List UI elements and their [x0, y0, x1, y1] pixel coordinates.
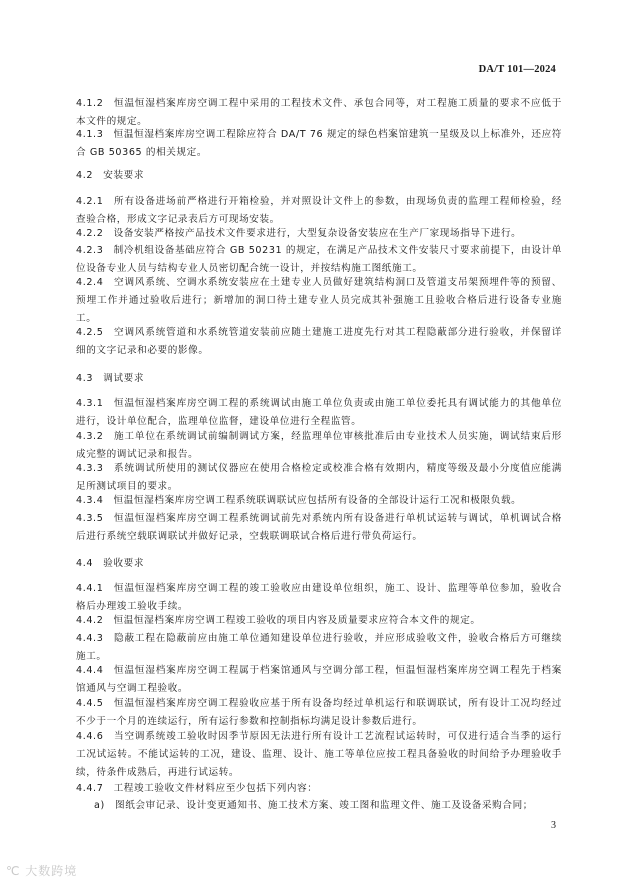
clause-4-3-1: 4.3.1 恒温恒湿档案库房空调工程的系统调试由施工单位负责或由施工单位委托具有调试能力的其他单位进行，设计单位配合，监理单位监督，建设单位进行全程监管。 — [76, 398, 562, 427]
clause-4-3-3: 4.3.3 系统调试所使用的测试仪器应在使用合格检定或校准合格有效期内，精度等级及最小分度值应能满足所测试项目的要求。 — [76, 463, 562, 492]
clause-4-4-6: 4.4.6 当空调系统竣工验收时因季节原因无法进行所有设计工艺流程试运转时，可仅进行适合当季的运行工况试运转。不能试运转的工况，建设、监理、设计、施工等单位应按工程具备验收的时间给予办理验收手续，待条件成熟后，再进行试运转。 — [76, 731, 562, 778]
clause-4-3-4: 4.3.4 恒温恒湿档案库房空调工程系统联调联试应包括所有设备的全部设计运行工况和极限负载。 — [76, 495, 522, 506]
clause-4-4-3: 4.4.3 隐蔽工程在隐蔽前应由施工单位通知建设单位进行验收，并应形成验收文件，验收合格后方可继续施工。 — [76, 633, 562, 662]
clause-4-1-3: 4.1.3 恒温恒湿档案库房空调工程除应符合 DA/T 76 规定的绿色档案馆建筑一星级及以上标准外，还应符合 GB 50365 的相关规定。 — [76, 129, 562, 158]
clause-4-2-3: 4.2.3 制冷机组设备基础应符合 GB 50231 的规定，在满足产品技术文件安装尺寸要求前提下，由设计单位设备专业人员与结构专业人员密切配合统一设计，并按结构施工图纸施工。 — [76, 245, 562, 274]
section-heading-4-3: 4.3 调试要求 — [76, 373, 145, 384]
clause-4-2-1: 4.2.1 所有设备进场前严格进行开箱检验，并对照设计文件上的参数，由现场负责的监理工程师检验，经查验合格，形成文字记录表后方可现场安装。 — [76, 196, 562, 225]
clause-4-3-5: 4.3.5 恒温恒湿档案库房空调工程系统调试前先对系统内所有设备进行单机试运转与调试，单机调试合格后进行系统空载联调联试并做好记录，空载联调联试合格后进行带负荷运行。 — [76, 513, 562, 542]
watermark-text: 大数跨境 — [25, 864, 78, 878]
clause-4-3-2: 4.3.2 施工单位在系统调试前编制调试方案，经监理单位审核批准后由专业技术人员实施，调试结束后形成完整的调试记录和报告。 — [76, 431, 562, 460]
clause-4-4-5: 4.4.5 恒温恒湿档案库房空调工程验收应基于所有设备均经过单机运行和联调联试，所有设计工况均经过不少于一个月的连续运行，所有运行参数和控制指标均满足设计参数后进行。 — [76, 698, 562, 727]
clause-4-2-5: 4.2.5 空调风系统管道和水系统管道安装前应随土建施工进度先行对其工程隐蔽部分进行验收，并保留详细的文字记录和必要的影像。 — [76, 327, 562, 356]
clause-4-2-2: 4.2.2 设备安装严格按产品技术文件要求进行，大型复杂设备安装应在生产厂家现场指导下进行。 — [76, 228, 522, 239]
watermark — [6, 862, 77, 879]
list-item-a: a) 图纸会审记录、设计变更通知书、施工技术方案、竣工图和监理文件、施工及设备采购合同； — [94, 800, 533, 811]
section-heading-4-4: 4.4 验收要求 — [76, 558, 145, 569]
clause-4-1-2: 4.1.2 恒温恒湿档案库房空调工程中采用的工程技术文件、承包合同等，对工程施工质量的要求不应低于本文件的规定。 — [76, 98, 562, 127]
clause-4-2-4: 4.2.4 空调风系统、空调水系统安装应在土建专业人员做好建筑结构洞口及管道支吊架预埋件等的预留、预埋工作并通过验收后进行；新增加的洞口待土建专业人员完成其补强施工且验收合格后进行设备专业施工。 — [76, 277, 562, 324]
clause-4-4-1: 4.4.1 恒温恒湿档案库房空调工程的竣工验收应由建设单位组织，施工、设计、监理等单位参加，验收合格后办理竣工验收手续。 — [76, 583, 562, 612]
clause-4-4-2: 4.4.2 恒温恒湿档案库房空调工程竣工验收的项目内容及质量要求应符合本文件的规定。 — [76, 615, 481, 626]
clause-4-4-7: 4.4.7 工程竣工验收文件材料应至少包括下列内容： — [76, 783, 318, 794]
page-number: 3 — [551, 820, 556, 831]
clause-4-4-4: 4.4.4 恒温恒湿档案库房空调工程属于档案馆通风与空调分部工程，恒温恒湿档案库房空调工程先于档案馆通风与空调工程验收。 — [76, 665, 562, 694]
section-heading-4-2: 4.2 安装要求 — [76, 170, 145, 181]
document-code-header: DA/T 101—2024 — [478, 64, 556, 75]
watermark-logo-icon: ℃ — [6, 864, 26, 878]
